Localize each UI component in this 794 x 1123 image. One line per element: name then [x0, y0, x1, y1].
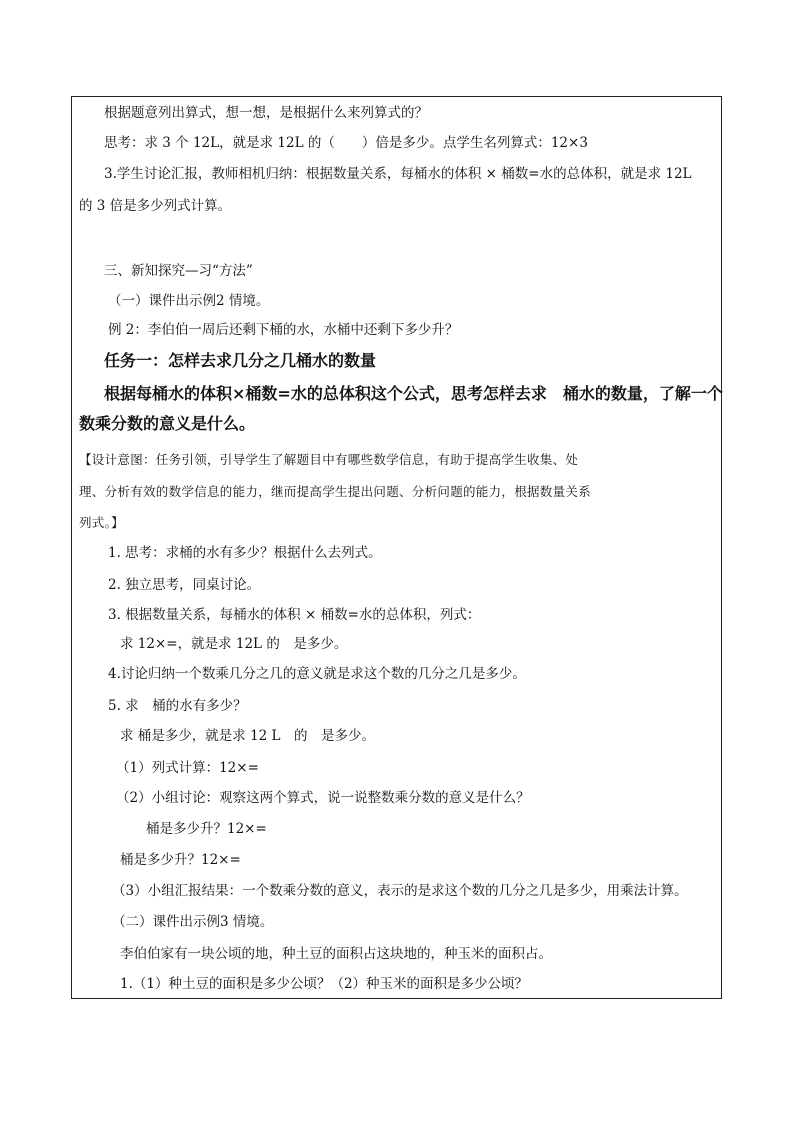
list-item: 1. 思考：求桶的水有多少？根据什么去列式。: [108, 545, 382, 561]
text-line: （1）列式计算：12×=: [116, 760, 259, 776]
text-line: （3）小组汇报结果：一个数乘分数的意义，表示的是求这个数的几分之几是多少，用乘法计算。: [112, 883, 688, 899]
section-heading: 三、新知探究—习“方法”: [104, 263, 253, 279]
text-line: （二）课件出示例3 情境。: [112, 914, 274, 930]
text-line: 根据题意列出算式，想一想，是根据什么来列算式的？: [104, 105, 428, 121]
text-line: 求 桶是多少，就是求 12 L 的 是多少。: [120, 728, 376, 744]
design-intent-note: 【设计意图：任务引领，引导学生了解题目中有哪些数学信息，有助于提高学生收集、处: [79, 452, 579, 467]
text-line: （一）课件出示例2 情境。: [108, 293, 270, 309]
text-line: （2）小组讨论：观察这两个算式，说一说整数乘分数的意义是什么？: [116, 790, 530, 806]
text-line: 桶是多少升？12×=: [120, 852, 241, 868]
text-line: 的 3 倍是多少列式计算。: [79, 198, 232, 214]
list-item: 2. 独立思考，同桌讨论。: [108, 577, 261, 593]
design-intent-note: 列式。】: [79, 515, 124, 530]
task-heading: 任务一：怎样去求几分之几桶水的数量: [104, 351, 377, 370]
text-line: 李伯伯家有一块公顷的地，种土豆的面积占这块地的，种玉米的面积占。: [120, 946, 552, 962]
text-line: 3.学生讨论汇报，教师相机归纳：根据数量关系，每桶水的体积 × 桶数=水的总体积，就是求 12L: [104, 166, 692, 182]
text-line: 求 12×=，就是求 12L 的 是多少。: [120, 636, 348, 652]
text-line: 1.（1）种土豆的面积是多少公顷？（2）种玉米的面积是多少公顷？: [120, 976, 529, 992]
design-intent-note: 理、分析有效的数学信息的能力，继而提高学生提出问题、分析问题的能力，根据数量关系: [79, 484, 592, 499]
text-line: 例 2：李伯伯一周后还剩下桶的水，水桶中还剩下多少升？: [108, 322, 459, 338]
task-description: 数乘分数的意义是什么。: [79, 414, 256, 433]
list-item: 5. 求 桶的水有多少？: [108, 698, 247, 714]
task-description: 根据每桶水的体积×桶数=水的总体积这个公式，思考怎样去求 桶水的数量，了解一个: [104, 384, 723, 403]
list-item: 3. 根据数量关系，每桶水的体积 × 桶数=水的总体积，列式：: [108, 607, 481, 623]
text-line: 桶是多少升？12×=: [146, 821, 267, 837]
text-line: 思考：求 3 个 12L，就是求 12L 的（ ）倍是多少。点学生名列算式：12×3: [104, 135, 588, 151]
list-item: 4.讨论归纳一个数乘几分之几的意义就是求这个数的几分之几是多少。: [108, 666, 526, 682]
